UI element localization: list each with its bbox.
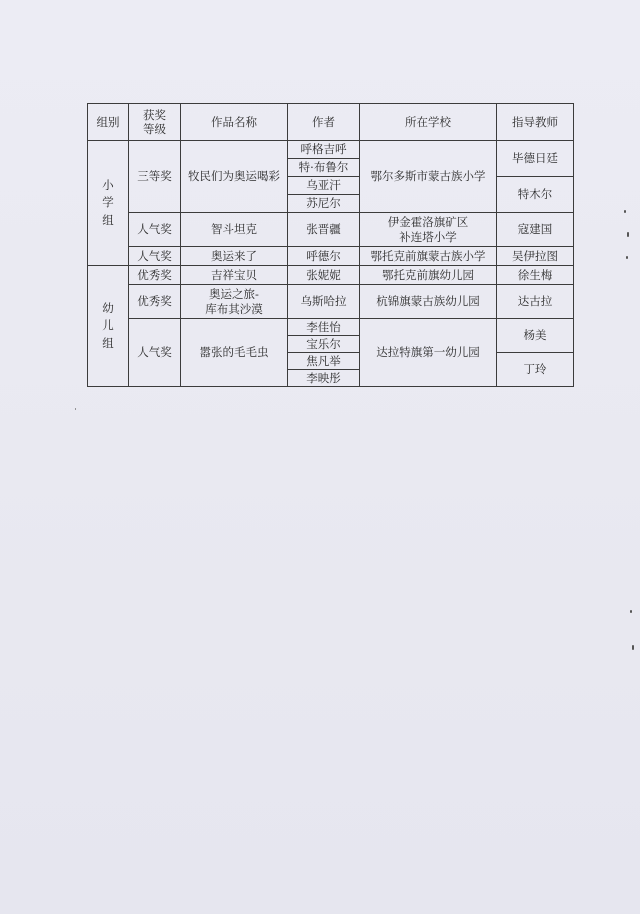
author-cell: 特·布鲁尔 bbox=[288, 159, 360, 177]
author-cell: 宝乐尔 bbox=[288, 336, 360, 353]
author-cell: 乌斯哈拉 bbox=[288, 285, 360, 319]
table-row bbox=[88, 247, 574, 266]
table-row bbox=[88, 213, 574, 247]
teacher-cell: 杨美 bbox=[497, 319, 574, 353]
work-title-cell: 嚣张的毛毛虫 bbox=[181, 319, 288, 387]
header-author: 作者 bbox=[288, 104, 360, 141]
award-level-cell: 人气奖 bbox=[129, 213, 181, 247]
teacher-cell: 毕德日廷 bbox=[497, 141, 574, 177]
teacher-cell: 达古拉 bbox=[497, 285, 574, 319]
scan-speck bbox=[624, 210, 626, 213]
teacher-cell: 寇建国 bbox=[497, 213, 574, 247]
award-level-cell: 人气奖 bbox=[129, 247, 181, 266]
school-cell: 鄂尔多斯市蒙古族小学 bbox=[360, 141, 497, 213]
school-cell: 鄂托克前旗蒙古族小学 bbox=[360, 247, 497, 266]
header-work-title: 作品名称 bbox=[181, 104, 288, 141]
work-title-cell: 吉祥宝贝 bbox=[181, 266, 288, 285]
awards-table bbox=[87, 103, 574, 387]
award-level-cell: 三等奖 bbox=[129, 141, 181, 213]
group-cell-kindergarten: 幼儿组 bbox=[88, 266, 129, 387]
table-row bbox=[88, 285, 574, 319]
table-row bbox=[88, 141, 574, 159]
work-title-cell: 牧民们为奥运喝彩 bbox=[181, 141, 288, 213]
author-cell: 李佳怡 bbox=[288, 319, 360, 336]
author-cell: 李映彤 bbox=[288, 370, 360, 387]
teacher-cell: 丁玲 bbox=[497, 353, 574, 387]
scan-speck bbox=[627, 232, 629, 237]
award-level-cell: 人气奖 bbox=[129, 319, 181, 387]
teacher-cell: 徐生梅 bbox=[497, 266, 574, 285]
work-title-cell: 奥运之旅- 库布其沙漠 bbox=[181, 285, 288, 319]
header-group: 组别 bbox=[88, 104, 129, 141]
school-cell: 鄂托克前旗幼儿园 bbox=[360, 266, 497, 285]
author-cell: 呼德尔 bbox=[288, 247, 360, 266]
header-teacher: 指导教师 bbox=[497, 104, 574, 141]
scan-speck bbox=[630, 610, 632, 613]
scan-speck bbox=[626, 256, 628, 259]
award-level-cell: 优秀奖 bbox=[129, 266, 181, 285]
group-cell-primary: 小学组 bbox=[88, 141, 129, 266]
school-cell: 杭锦旗蒙古族幼儿园 bbox=[360, 285, 497, 319]
author-cell: 苏尼尔 bbox=[288, 195, 360, 213]
author-cell: 呼格吉呼 bbox=[288, 141, 360, 159]
school-cell: 伊金霍洛旗矿区 补连塔小学 bbox=[360, 213, 497, 247]
author-cell: 焦凡举 bbox=[288, 353, 360, 370]
work-title-cell: 智斗坦克 bbox=[181, 213, 288, 247]
author-cell: 乌亚汗 bbox=[288, 177, 360, 195]
author-cell: 张晋疆 bbox=[288, 213, 360, 247]
teacher-cell: 特木尔 bbox=[497, 177, 574, 213]
header-award-level: 获奖 等级 bbox=[129, 104, 181, 141]
table-row bbox=[88, 266, 574, 285]
school-cell: 达拉特旗第一幼儿园 bbox=[360, 319, 497, 387]
table-header-row bbox=[88, 104, 574, 141]
header-school: 所在学校 bbox=[360, 104, 497, 141]
work-title-cell: 奥运来了 bbox=[181, 247, 288, 266]
award-level-cell: 优秀奖 bbox=[129, 285, 181, 319]
table-row bbox=[88, 319, 574, 336]
scan-speck bbox=[632, 645, 634, 650]
teacher-cell: 吴伊拉图 bbox=[497, 247, 574, 266]
author-cell: 张妮妮 bbox=[288, 266, 360, 285]
scan-speck bbox=[75, 408, 76, 410]
